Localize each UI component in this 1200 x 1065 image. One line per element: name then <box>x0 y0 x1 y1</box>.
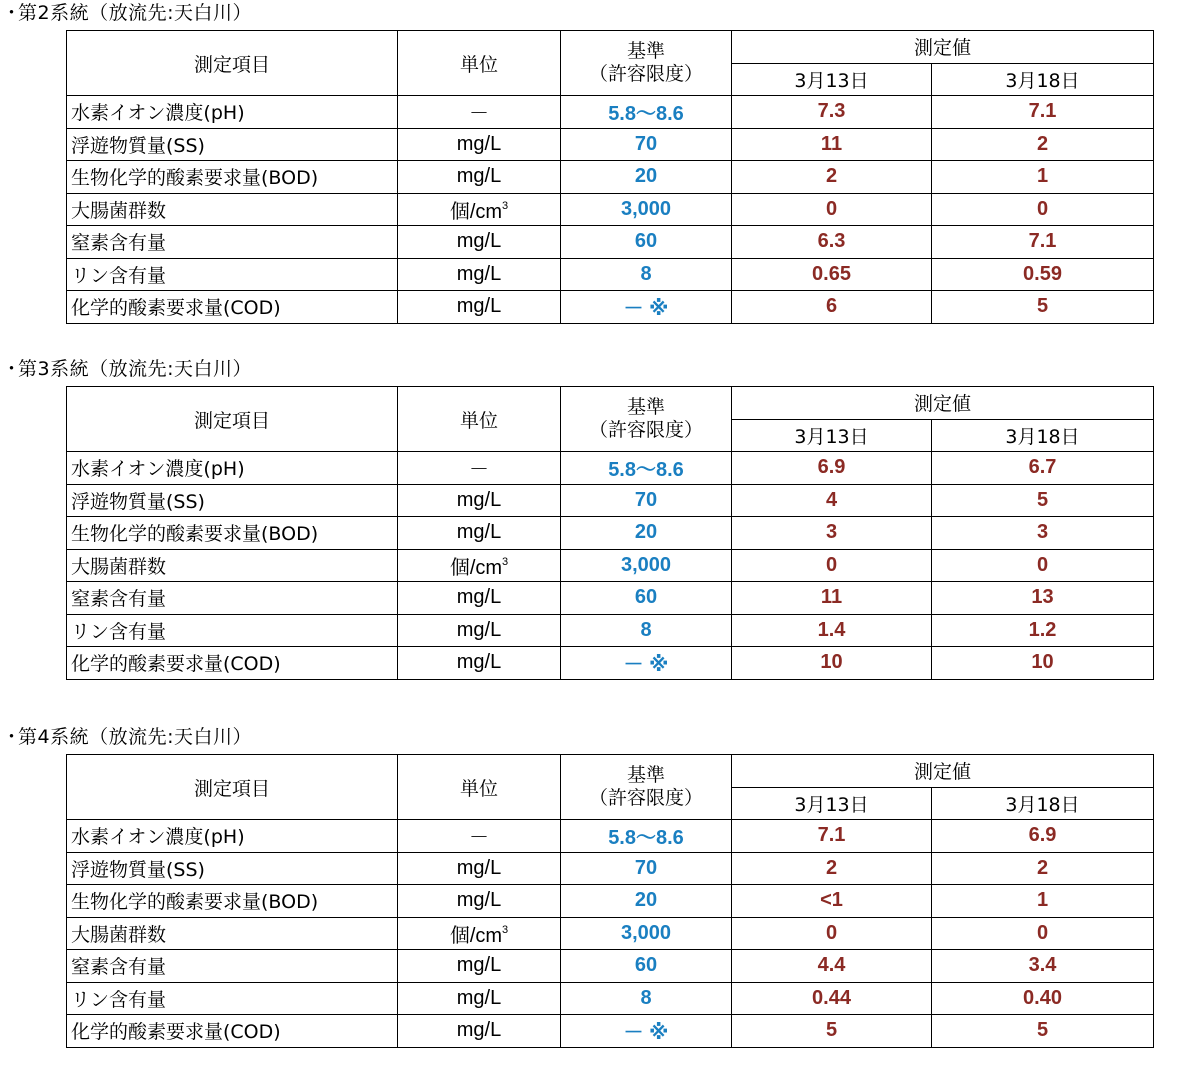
unit-text: 個/cm <box>449 556 503 579</box>
measured-value-date-2: 7.1 <box>932 96 1154 129</box>
standard-value: 8 <box>561 614 732 647</box>
table-row <box>67 820 1154 853</box>
bullet-dot: ・ <box>2 726 22 748</box>
measured-value-date-2: 0 <box>932 193 1154 226</box>
table-row <box>67 193 1154 226</box>
header-measured: 測定値 <box>732 387 1154 420</box>
unit-cell <box>398 291 561 324</box>
water-quality-table <box>66 386 1154 680</box>
unit-text: mg/L <box>456 1019 502 1042</box>
measured-value-date-2: 7.1 <box>932 226 1154 259</box>
measured-value-date-1: 6 <box>732 291 932 324</box>
unit-cell <box>398 852 561 885</box>
unit-text: － <box>469 459 489 482</box>
unit-cell <box>398 582 561 615</box>
unit-text: mg/L <box>456 586 502 609</box>
standard-value: 5.8～8.6 <box>561 96 732 129</box>
standard-value: 60 <box>561 582 732 615</box>
measured-value-date-1: 6.3 <box>732 226 932 259</box>
item-name: 大腸菌群数 <box>67 549 398 582</box>
measured-value-date-2: 6.7 <box>932 452 1154 485</box>
table-row <box>67 982 1154 1015</box>
measured-value-date-1: 7.3 <box>732 96 932 129</box>
table-row <box>67 128 1154 161</box>
table-row <box>67 852 1154 885</box>
measured-value-date-1: 10 <box>732 647 932 680</box>
header-item: 測定項目 <box>67 755 398 820</box>
standard-value: 8 <box>561 258 732 291</box>
section-title <box>0 0 252 26</box>
table-row <box>67 885 1154 918</box>
unit-text: mg/L <box>456 521 502 544</box>
measured-value-date-1: 2 <box>732 161 932 194</box>
table-row <box>67 452 1154 485</box>
unit-text: mg/L <box>456 856 502 879</box>
table-row <box>67 549 1154 582</box>
table-row <box>67 96 1154 129</box>
header-standard-line1: 基準 <box>626 764 665 786</box>
measured-value-date-1: 0.65 <box>732 258 932 291</box>
table-row <box>67 917 1154 950</box>
unit-superscript: 3 <box>502 923 509 936</box>
header-date-1: 3月13日 <box>732 787 932 820</box>
measured-value-date-2: 3.4 <box>932 950 1154 983</box>
unit-cell <box>398 647 561 680</box>
header-standard-line2: （許容限度） <box>588 63 703 85</box>
standard-value: － ※ <box>561 647 732 680</box>
measured-value-date-1: 4.4 <box>732 950 932 983</box>
standard-value: 5.8～8.6 <box>561 820 732 853</box>
standard-value: 70 <box>561 484 732 517</box>
table-row <box>67 291 1154 324</box>
measured-value-date-1: 2 <box>732 852 932 885</box>
header-standard-line1: 基準 <box>626 396 665 418</box>
measured-value-date-2: 5 <box>932 1015 1154 1048</box>
unit-text: mg/L <box>456 488 502 511</box>
water-quality-table <box>66 754 1154 1048</box>
unit-cell <box>398 549 561 582</box>
unit-cell <box>398 820 561 853</box>
standard-value: 5.8～8.6 <box>561 452 732 485</box>
section-title-text: 第3系統（放流先:天白川） <box>18 358 252 380</box>
unit-cell <box>398 982 561 1015</box>
measured-value-date-2: 0 <box>932 917 1154 950</box>
section-title-text: 第2系統（放流先:天白川） <box>18 2 252 24</box>
item-name: 大腸菌群数 <box>67 917 398 950</box>
standard-value: － ※ <box>561 1015 732 1048</box>
table-row <box>67 647 1154 680</box>
unit-text: mg/L <box>456 954 502 977</box>
standard-value: 60 <box>561 226 732 259</box>
item-name: 浮遊物質量(SS) <box>67 852 398 885</box>
unit-cell <box>398 484 561 517</box>
item-name: 生物化学的酸素要求量(BOD) <box>67 885 398 918</box>
measured-value-date-1: 11 <box>732 582 932 615</box>
unit-cell <box>398 950 561 983</box>
header-standard-line2: （許容限度） <box>588 419 703 441</box>
measured-value-date-2: 1 <box>932 885 1154 918</box>
item-name: 大腸菌群数 <box>67 193 398 226</box>
unit-text: mg/L <box>456 295 502 318</box>
measured-value-date-1: 0 <box>732 193 932 226</box>
measured-value-date-1: 11 <box>732 128 932 161</box>
section-title <box>0 724 252 750</box>
header-unit: 単位 <box>398 387 561 452</box>
bullet-dot: ・ <box>2 2 22 24</box>
unit-text: mg/L <box>456 986 502 1009</box>
header-item: 測定項目 <box>67 387 398 452</box>
table-row <box>67 517 1154 550</box>
measured-value-date-1: 0 <box>732 549 932 582</box>
standard-value: 3,000 <box>561 917 732 950</box>
unit-cell <box>398 1015 561 1048</box>
header-standard <box>561 31 732 96</box>
header-standard <box>561 755 732 820</box>
unit-text: mg/L <box>456 165 502 188</box>
unit-cell <box>398 885 561 918</box>
unit-text: － <box>469 827 489 850</box>
measured-value-date-1: 0.44 <box>732 982 932 1015</box>
standard-value: 20 <box>561 517 732 550</box>
section-title <box>0 356 252 382</box>
measured-value-date-2: 3 <box>932 517 1154 550</box>
table-row <box>67 484 1154 517</box>
measured-value-date-1: 6.9 <box>732 452 932 485</box>
measured-value-date-2: 0 <box>932 549 1154 582</box>
unit-cell <box>398 96 561 129</box>
header-unit: 単位 <box>398 31 561 96</box>
measured-value-date-1: 0 <box>732 917 932 950</box>
unit-text: mg/L <box>456 618 502 641</box>
header-item: 測定項目 <box>67 31 398 96</box>
header-date-2: 3月18日 <box>932 787 1154 820</box>
section-title-text: 第4系統（放流先:天白川） <box>18 726 252 748</box>
bullet-dot: ・ <box>2 358 22 380</box>
standard-value: 20 <box>561 885 732 918</box>
standard-value: 8 <box>561 982 732 1015</box>
item-name: 生物化学的酸素要求量(BOD) <box>67 517 398 550</box>
unit-superscript: 3 <box>502 555 509 568</box>
measured-value-date-1: 5 <box>732 1015 932 1048</box>
measured-value-date-2: 6.9 <box>932 820 1154 853</box>
standard-value: 3,000 <box>561 549 732 582</box>
unit-text: mg/L <box>456 651 502 674</box>
table-row <box>67 950 1154 983</box>
item-name: リン含有量 <box>67 982 398 1015</box>
measured-value-date-2: 10 <box>932 647 1154 680</box>
water-quality-table <box>66 30 1154 324</box>
item-name: 水素イオン濃度(pH) <box>67 96 398 129</box>
header-date-1: 3月13日 <box>732 419 932 452</box>
item-name: 窒素含有量 <box>67 226 398 259</box>
unit-cell <box>398 193 561 226</box>
measured-value-date-2: 1.2 <box>932 614 1154 647</box>
header-standard <box>561 387 732 452</box>
unit-text: mg/L <box>456 889 502 912</box>
header-date-1: 3月13日 <box>732 63 932 96</box>
table-row <box>67 1015 1154 1048</box>
header-measured: 測定値 <box>732 755 1154 788</box>
measured-value-date-2: 0.40 <box>932 982 1154 1015</box>
measured-value-date-2: 5 <box>932 291 1154 324</box>
item-name: 化学的酸素要求量(COD) <box>67 291 398 324</box>
table-row <box>67 582 1154 615</box>
measured-value-date-2: 2 <box>932 128 1154 161</box>
unit-text: mg/L <box>456 230 502 253</box>
table-row <box>67 258 1154 291</box>
header-date-2: 3月18日 <box>932 63 1154 96</box>
item-name: 化学的酸素要求量(COD) <box>67 647 398 680</box>
table-row <box>67 614 1154 647</box>
measured-value-date-2: 1 <box>932 161 1154 194</box>
unit-cell <box>398 128 561 161</box>
header-date-2: 3月18日 <box>932 419 1154 452</box>
measured-value-date-2: 2 <box>932 852 1154 885</box>
unit-cell <box>398 226 561 259</box>
measured-value-date-1: 7.1 <box>732 820 932 853</box>
measured-value-date-1: 1.4 <box>732 614 932 647</box>
unit-text: mg/L <box>456 262 502 285</box>
standard-value: 20 <box>561 161 732 194</box>
measured-value-date-1: <1 <box>732 885 932 918</box>
standard-value: － ※ <box>561 291 732 324</box>
standard-value: 3,000 <box>561 193 732 226</box>
measured-value-date-2: 5 <box>932 484 1154 517</box>
unit-superscript: 3 <box>502 199 509 212</box>
unit-cell <box>398 517 561 550</box>
item-name: 窒素含有量 <box>67 582 398 615</box>
item-name: 水素イオン濃度(pH) <box>67 820 398 853</box>
header-unit: 単位 <box>398 755 561 820</box>
measured-value-date-2: 0.59 <box>932 258 1154 291</box>
measured-value-date-1: 4 <box>732 484 932 517</box>
item-name: 浮遊物質量(SS) <box>67 484 398 517</box>
unit-cell <box>398 917 561 950</box>
unit-text: 個/cm <box>449 924 503 947</box>
item-name: 浮遊物質量(SS) <box>67 128 398 161</box>
unit-cell <box>398 161 561 194</box>
unit-text: mg/L <box>456 132 502 155</box>
unit-cell <box>398 258 561 291</box>
measured-value-date-2: 13 <box>932 582 1154 615</box>
unit-cell <box>398 614 561 647</box>
item-name: リン含有量 <box>67 614 398 647</box>
unit-cell <box>398 452 561 485</box>
table-row <box>67 161 1154 194</box>
standard-value: 70 <box>561 852 732 885</box>
header-standard-line1: 基準 <box>626 40 665 62</box>
table-row <box>67 226 1154 259</box>
item-name: リン含有量 <box>67 258 398 291</box>
item-name: 窒素含有量 <box>67 950 398 983</box>
unit-text: 個/cm <box>449 200 503 223</box>
measured-value-date-1: 3 <box>732 517 932 550</box>
standard-value: 70 <box>561 128 732 161</box>
item-name: 水素イオン濃度(pH) <box>67 452 398 485</box>
header-measured: 測定値 <box>732 31 1154 64</box>
standard-value: 60 <box>561 950 732 983</box>
item-name: 生物化学的酸素要求量(BOD) <box>67 161 398 194</box>
unit-text: － <box>469 103 489 126</box>
item-name: 化学的酸素要求量(COD) <box>67 1015 398 1048</box>
header-standard-line2: （許容限度） <box>588 787 703 809</box>
